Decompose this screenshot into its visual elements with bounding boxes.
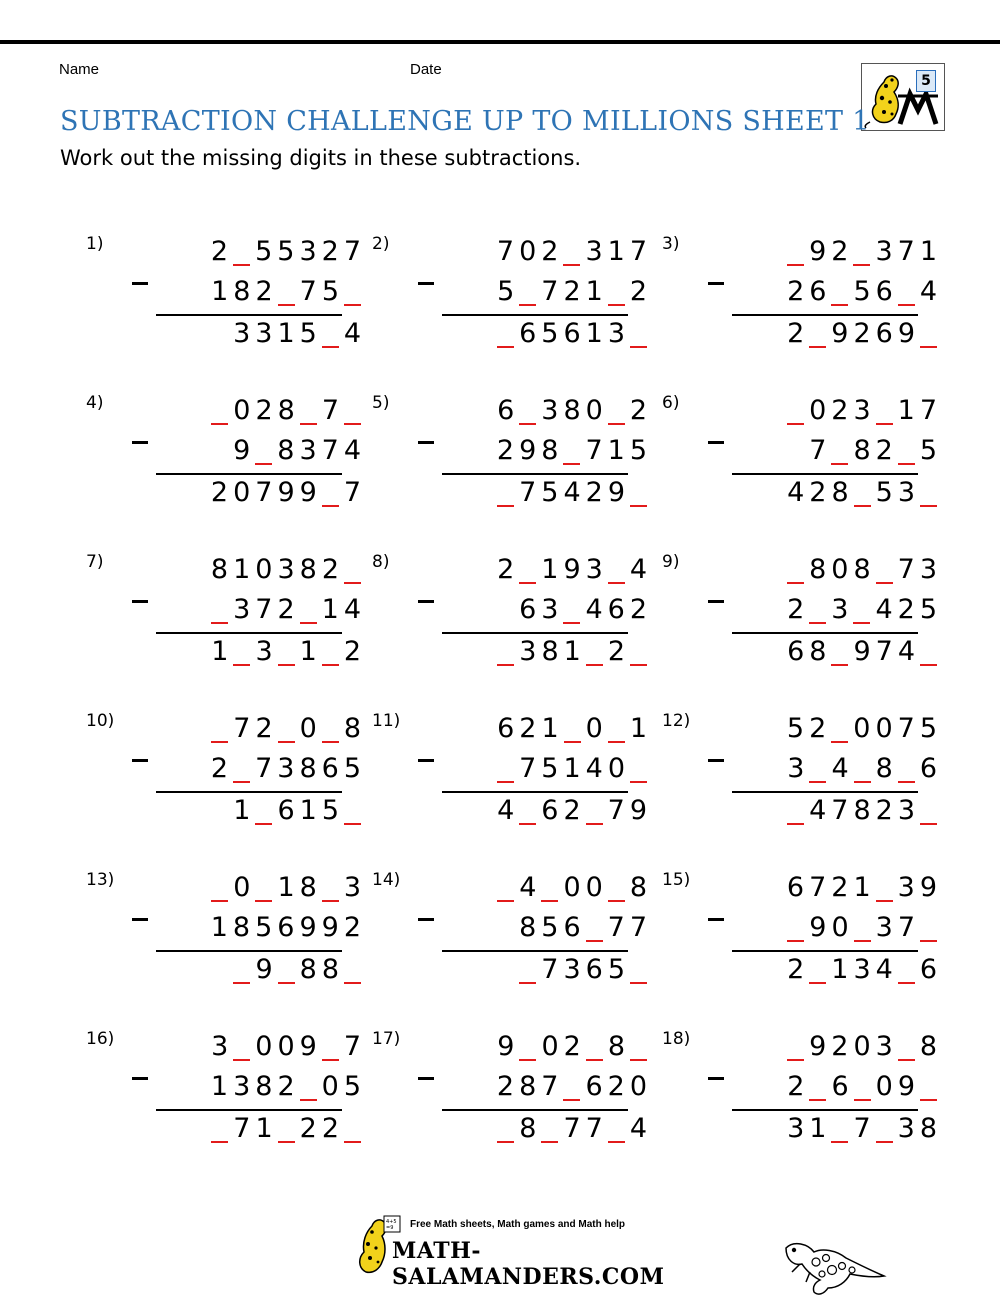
missing-digit-blank[interactable]	[586, 940, 603, 942]
missing-digit-blank[interactable]	[787, 823, 804, 825]
subtrahend: 2 3 425	[787, 594, 942, 625]
problem-number: 4)	[86, 393, 104, 413]
missing-digit-blank[interactable]	[898, 781, 915, 783]
difference: 2 134 6	[787, 954, 942, 985]
missing-digit-blank[interactable]	[586, 823, 603, 825]
date-label: Date	[410, 61, 442, 78]
missing-digit-blank[interactable]	[630, 1059, 647, 1061]
difference: 7365	[519, 954, 652, 985]
grade-logo	[861, 63, 945, 131]
difference: 1 615	[233, 795, 366, 826]
subtraction-problem	[86, 234, 376, 374]
missing-digit-blank[interactable]	[876, 582, 893, 584]
missing-digit-blank[interactable]	[920, 940, 937, 942]
subtrahend: 287 620	[496, 1071, 652, 1102]
minus-sign	[418, 282, 434, 285]
problem-number: 2)	[372, 234, 390, 254]
subtraction-problem	[86, 711, 376, 851]
missing-digit-blank[interactable]	[787, 264, 804, 266]
subtrahend: 2 6 09	[787, 1071, 942, 1102]
missing-digit-blank[interactable]	[519, 582, 536, 584]
missing-digit-blank[interactable]	[278, 741, 295, 743]
difference: 4 62 79	[497, 795, 652, 826]
missing-digit-blank[interactable]	[809, 622, 826, 624]
answer-rule	[156, 473, 342, 475]
missing-digit-blank[interactable]	[322, 664, 339, 666]
minuend: 2 193 4	[497, 554, 652, 585]
minus-sign	[132, 1077, 148, 1080]
missing-digit-blank[interactable]	[898, 304, 915, 306]
difference: 71 22	[211, 1113, 366, 1144]
subtrahend: 3 4 8 6	[787, 753, 942, 784]
missing-digit-blank[interactable]	[831, 741, 848, 743]
difference: 2 9269	[787, 318, 942, 349]
minuend: 52 0075	[786, 713, 942, 744]
missing-digit-blank[interactable]	[233, 1059, 250, 1061]
answer-rule	[442, 791, 628, 793]
minus-sign	[708, 918, 724, 921]
minuend: 92 371	[787, 236, 942, 267]
problem-number: 12)	[662, 711, 691, 731]
missing-digit-blank[interactable]	[854, 781, 871, 783]
minus-sign	[132, 759, 148, 762]
missing-digit-blank[interactable]	[519, 304, 536, 306]
missing-digit-blank[interactable]	[255, 900, 272, 902]
minus-sign	[708, 759, 724, 762]
footer-logo[interactable]	[352, 1212, 665, 1292]
missing-digit-blank[interactable]	[322, 505, 339, 507]
answer-rule	[156, 791, 342, 793]
minuend: 4 00 8	[497, 872, 652, 903]
subtraction-problem	[372, 393, 662, 533]
missing-digit-blank[interactable]	[809, 982, 826, 984]
subtraction-problem	[86, 1029, 376, 1169]
missing-digit-blank[interactable]	[564, 741, 581, 743]
minuend: 6721 39	[786, 872, 942, 903]
missing-digit-blank[interactable]	[809, 781, 826, 783]
subtrahend: 75140	[497, 753, 652, 784]
minus-sign	[132, 918, 148, 921]
grade-badge: 5	[916, 70, 936, 92]
minus-sign	[418, 441, 434, 444]
missing-digit-blank[interactable]	[876, 1141, 893, 1143]
answer-rule	[732, 950, 918, 952]
missing-digit-blank[interactable]	[586, 1059, 603, 1061]
missing-digit-blank[interactable]	[920, 505, 937, 507]
missing-digit-blank[interactable]	[497, 505, 514, 507]
answer-rule	[732, 473, 918, 475]
difference: 31 7 38	[787, 1113, 942, 1144]
difference: 428 53	[787, 477, 942, 508]
missing-digit-blank[interactable]	[322, 1059, 339, 1061]
subtrahend: 298 715	[496, 435, 652, 466]
missing-digit-blank[interactable]	[322, 741, 339, 743]
subtraction-problem	[662, 234, 952, 374]
problem-number: 18)	[662, 1029, 691, 1049]
minus-sign	[708, 282, 724, 285]
missing-digit-blank[interactable]	[519, 982, 536, 984]
missing-digit-blank[interactable]	[497, 781, 514, 783]
minus-sign	[418, 759, 434, 762]
missing-digit-blank[interactable]	[608, 423, 625, 425]
difference: 75429	[497, 477, 652, 508]
minuend: 023 17	[787, 395, 942, 426]
missing-digit-blank[interactable]	[300, 1099, 317, 1101]
missing-digit-blank[interactable]	[278, 664, 295, 666]
minus-sign	[708, 441, 724, 444]
subtrahend: 5 721 2	[497, 276, 652, 307]
missing-digit-blank[interactable]	[831, 1141, 848, 1143]
missing-digit-blank[interactable]	[854, 940, 871, 942]
missing-digit-blank[interactable]	[255, 463, 272, 465]
missing-digit-blank[interactable]	[211, 622, 228, 624]
minuend: 621 0 1	[497, 713, 652, 744]
difference: 65613	[497, 318, 652, 349]
missing-digit-blank[interactable]	[608, 900, 625, 902]
subtraction-problem	[662, 870, 952, 1010]
missing-digit-blank[interactable]	[809, 1099, 826, 1101]
missing-digit-blank[interactable]	[278, 1141, 295, 1143]
subtraction-problem	[662, 393, 952, 533]
missing-digit-blank[interactable]	[497, 346, 514, 348]
answer-rule	[442, 632, 628, 634]
minuend: 0 18 3	[211, 872, 366, 903]
subtrahend: 7 82 5	[809, 435, 942, 466]
difference: 9 88	[233, 954, 366, 985]
missing-digit-blank[interactable]	[787, 423, 804, 425]
missing-digit-blank[interactable]	[278, 304, 295, 306]
missing-digit-blank[interactable]	[344, 423, 361, 425]
problem-number: 11)	[372, 711, 401, 731]
subtraction-problem	[662, 552, 952, 692]
missing-digit-blank[interactable]	[563, 622, 580, 624]
difference: 68 974	[787, 636, 942, 667]
minus-sign	[708, 1077, 724, 1080]
minus-sign	[708, 600, 724, 603]
minuend: 72 0 8	[211, 713, 366, 744]
answer-rule	[732, 632, 918, 634]
missing-digit-blank[interactable]	[519, 423, 536, 425]
missing-digit-blank[interactable]	[898, 1059, 915, 1061]
subtraction-problem	[372, 870, 662, 1010]
missing-digit-blank[interactable]	[344, 582, 361, 584]
missing-digit-blank[interactable]	[831, 664, 848, 666]
subtrahend: 90 37	[787, 912, 942, 943]
missing-digit-blank[interactable]	[630, 664, 647, 666]
subtrahend: 856 77	[519, 912, 652, 943]
missing-digit-blank[interactable]	[608, 304, 625, 306]
missing-digit-blank[interactable]	[831, 463, 848, 465]
problem-number: 7)	[86, 552, 104, 572]
subtrahend: 1382 05	[210, 1071, 366, 1102]
problem-number: 3)	[662, 234, 680, 254]
missing-digit-blank[interactable]	[300, 622, 317, 624]
difference: 8 77 4	[497, 1113, 652, 1144]
minuend: 2 55327	[210, 236, 366, 267]
missing-digit-blank[interactable]	[344, 823, 361, 825]
missing-digit-blank[interactable]	[541, 900, 558, 902]
problem-number: 14)	[372, 870, 401, 890]
top-rule	[0, 40, 1000, 44]
subtraction-problem	[372, 552, 662, 692]
missing-digit-blank[interactable]	[344, 1141, 361, 1143]
missing-digit-blank[interactable]	[630, 505, 647, 507]
answer-rule	[156, 314, 342, 316]
minus-sign	[418, 918, 434, 921]
problem-number: 10)	[86, 711, 115, 731]
minuend: 6 380 2	[497, 395, 652, 426]
subtraction-problem	[86, 870, 376, 1010]
name-label: Name	[59, 61, 100, 78]
minuend: 9203 8	[787, 1031, 942, 1062]
missing-digit-blank[interactable]	[233, 264, 250, 266]
difference: 381 2	[497, 636, 652, 667]
minuend: 9 02 8	[497, 1031, 652, 1062]
missing-digit-blank[interactable]	[787, 582, 804, 584]
subtrahend: 63 462	[519, 594, 652, 625]
subtraction-problem	[86, 552, 376, 692]
minus-sign	[418, 1077, 434, 1080]
subtrahend: 9 8374	[233, 435, 366, 466]
difference: 1 3 1 2	[211, 636, 366, 667]
minuend: 810382	[211, 554, 366, 585]
minus-sign	[132, 441, 148, 444]
missing-digit-blank[interactable]	[630, 781, 647, 783]
subtraction-problem	[372, 234, 662, 374]
missing-digit-blank[interactable]	[344, 982, 361, 984]
missing-digit-blank[interactable]	[608, 741, 625, 743]
subtrahend: 26 56 4	[787, 276, 942, 307]
missing-digit-blank[interactable]	[853, 622, 870, 624]
subtrahend: 372 14	[211, 594, 366, 625]
missing-digit-blank[interactable]	[586, 664, 603, 666]
answer-rule	[442, 950, 628, 952]
page-title: SUBTRACTION CHALLENGE UP TO MILLIONS SHEET 1	[60, 106, 870, 137]
missing-digit-blank[interactable]	[541, 1141, 558, 1143]
problem-number: 13)	[86, 870, 115, 890]
missing-digit-blank[interactable]	[563, 1099, 580, 1101]
footer-site-link[interactable]: MATH-SALAMANDERS.COM	[392, 1238, 665, 1290]
answer-rule	[442, 473, 628, 475]
missing-digit-blank[interactable]	[898, 982, 915, 984]
minuend: 028 7	[211, 395, 366, 426]
minuend: 702 317	[496, 236, 652, 267]
missing-digit-blank[interactable]	[211, 423, 228, 425]
missing-digit-blank[interactable]	[211, 741, 228, 743]
missing-digit-blank[interactable]	[920, 823, 937, 825]
missing-digit-blank[interactable]	[920, 1099, 937, 1101]
missing-digit-blank[interactable]	[255, 823, 272, 825]
answer-rule	[156, 950, 342, 952]
missing-digit-blank[interactable]	[211, 900, 228, 902]
problem-number: 5)	[372, 393, 390, 413]
missing-digit-blank[interactable]	[233, 664, 250, 666]
answer-rule	[732, 1109, 918, 1111]
missing-digit-blank[interactable]	[322, 900, 339, 902]
answer-rule	[732, 791, 918, 793]
missing-digit-blank[interactable]	[322, 346, 339, 348]
difference: 20799 7	[210, 477, 366, 508]
missing-digit-blank[interactable]	[853, 264, 870, 266]
problem-number: 1)	[86, 234, 104, 254]
missing-digit-blank[interactable]	[497, 900, 514, 902]
difference: 3315 4	[233, 318, 366, 349]
missing-digit-blank[interactable]	[854, 1099, 871, 1101]
missing-digit-blank[interactable]	[854, 505, 871, 507]
missing-digit-blank[interactable]	[608, 582, 625, 584]
subtraction-problem	[372, 711, 662, 851]
missing-digit-blank[interactable]	[876, 423, 893, 425]
missing-digit-blank[interactable]	[809, 346, 826, 348]
missing-digit-blank[interactable]	[278, 982, 295, 984]
problem-number: 6)	[662, 393, 680, 413]
subtrahend: 2 73865	[210, 753, 366, 784]
minus-sign	[132, 600, 148, 603]
problem-number: 15)	[662, 870, 691, 890]
subtraction-problem	[86, 393, 376, 533]
missing-digit-blank[interactable]	[211, 1141, 228, 1143]
missing-digit-blank[interactable]	[831, 304, 848, 306]
minus-sign	[132, 282, 148, 285]
footer-tagline: Free Math sheets, Math games and Math help	[410, 1219, 626, 1230]
subtrahend: 182 75	[211, 276, 366, 307]
subtrahend: 1856992	[210, 912, 366, 943]
svg-text:4+5: 4+5	[386, 1219, 397, 1225]
subtraction-problem	[662, 1029, 952, 1169]
minus-sign	[418, 600, 434, 603]
missing-digit-blank[interactable]	[787, 1059, 804, 1061]
missing-digit-blank[interactable]	[920, 664, 937, 666]
missing-digit-blank[interactable]	[876, 900, 893, 902]
problem-number: 16)	[86, 1029, 115, 1049]
subtraction-problem	[372, 1029, 662, 1169]
missing-digit-blank[interactable]	[787, 940, 804, 942]
missing-digit-blank[interactable]	[920, 346, 937, 348]
problem-number: 9)	[662, 552, 680, 572]
svg-text:=9: =9	[386, 1225, 394, 1231]
missing-digit-blank[interactable]	[519, 1059, 536, 1061]
missing-digit-blank[interactable]	[497, 664, 514, 666]
missing-digit-blank[interactable]	[630, 346, 647, 348]
instructions: Work out the missing digits in these subtractions.	[60, 146, 582, 170]
problem-number: 17)	[372, 1029, 401, 1049]
answer-rule	[442, 314, 628, 316]
missing-digit-blank[interactable]	[563, 264, 580, 266]
minuend: 808 73	[787, 554, 942, 585]
missing-digit-blank[interactable]	[497, 1141, 514, 1143]
problem-number: 8)	[372, 552, 390, 572]
missing-digit-blank[interactable]	[344, 304, 361, 306]
subtraction-problem	[662, 711, 952, 851]
missing-digit-blank[interactable]	[630, 982, 647, 984]
missing-digit-blank[interactable]	[233, 781, 250, 783]
missing-digit-blank[interactable]	[898, 463, 915, 465]
missing-digit-blank[interactable]	[563, 463, 580, 465]
answer-rule	[732, 314, 918, 316]
minuend: 3 009 7	[211, 1031, 366, 1062]
missing-digit-blank[interactable]	[608, 1141, 625, 1143]
difference: 47823	[787, 795, 942, 826]
missing-digit-blank[interactable]	[233, 982, 250, 984]
answer-rule	[156, 1109, 342, 1111]
salamander-outline-icon	[780, 1236, 890, 1296]
missing-digit-blank[interactable]	[300, 423, 317, 425]
missing-digit-blank[interactable]	[519, 823, 536, 825]
answer-rule	[442, 1109, 628, 1111]
answer-rule	[156, 632, 342, 634]
